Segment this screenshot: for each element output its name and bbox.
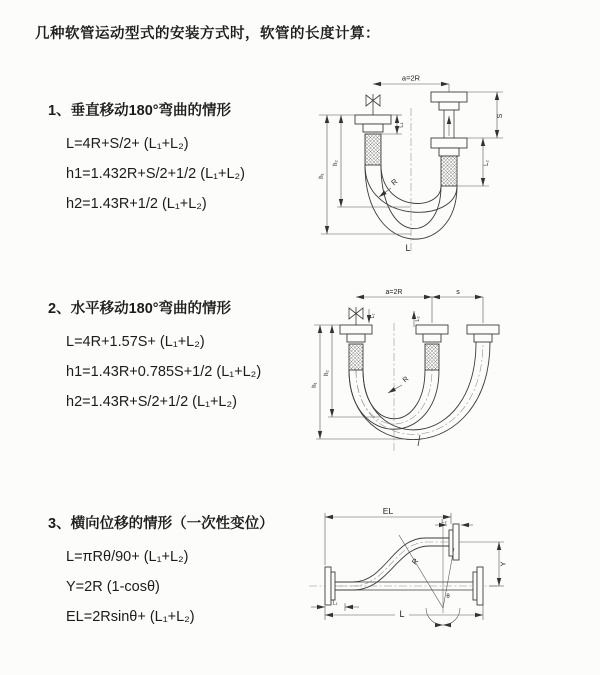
formula-line: h2=1.43R+S/2+1/2 (L₁+L₂) [66,394,237,410]
right-flange-original [431,138,467,156]
dim-label-l: L [405,243,411,253]
formula-list [66,129,348,219]
dim-label-l: L [399,609,405,619]
dim-label-h1: h₁ [319,173,325,179]
formula-line: h2=1.43R+1/2 (L₁+L₂) [66,196,207,212]
dim-label-el: EL [382,506,394,516]
dimension-lines [311,513,504,620]
page-title: 几种软管运动型式的安装方式时，软管的长度计算： [35,26,380,42]
right-flange-moved [431,92,467,110]
dim-label-h1: h₁ [312,382,318,388]
section-vertical-bend [48,103,348,219]
formula-line: Y=2R (1-cosθ) [66,579,160,595]
valve-icon [366,94,380,115]
dim-label-s: S [497,113,504,119]
braid-section [425,344,439,370]
dim-label-a2r: a=2R [401,73,421,83]
angle-label: θ [446,594,450,600]
valve-icon [349,307,363,325]
dim-label-l1: L₁ [370,313,376,319]
dim-label-a2r: a=2R [385,289,403,296]
formula-line: L=πRθ/90+ (L₁+L₂) [66,549,189,565]
right-flange-original [473,567,483,605]
dim-label-l2: L₂ [484,160,490,166]
dim-label-l2: L₂ [415,316,421,322]
section-horizontal-bend [48,301,348,417]
dim-label-l1: L₁ [332,600,338,607]
dim-label-h2: h₂ [333,160,339,166]
section-heading: 2、水平移动180°弯曲的情形 [48,301,232,317]
formula-line: EL=2Rsinθ+ (L₁+L₂) [66,609,195,625]
braid-section [365,134,381,165]
dim-label-shift: s [456,289,460,296]
middle-flange-original [416,325,448,342]
diagram-vertical-180-bend [311,64,583,260]
left-flange [355,115,391,132]
radius-label: R [401,375,411,385]
section-heading: 1、垂直移动180°弯曲的情形 [48,103,232,119]
diagram-lateral-displacement [301,503,519,635]
right-flange-moved [467,325,499,342]
diagram-horizontal-180-bend [306,281,594,465]
left-flange [325,567,335,605]
dim-label-y: Y [498,561,508,567]
braid-section [349,344,363,370]
formula-line: h1=1.43R+0.785S+1/2 (L₁+L₂) [66,364,262,380]
hose-u-bend [349,342,490,440]
left-flange [340,325,372,342]
dim-label-h2: h₂ [324,370,330,376]
formula-line: L=4R+1.57S+ (L₁+L₂) [66,334,205,350]
formula-line: h1=1.432R+S/2+1/2 (L₁+L₂) [66,166,246,182]
dim-label-l1: L₁ [398,122,405,128]
dim-label-l2: L₂ [441,519,447,525]
radius-label: R [389,176,400,188]
dimension-lines [314,297,483,439]
formula-line: L=4R+S/2+ (L₁+L₂) [66,136,189,152]
top-right-flange-displaced [449,524,459,560]
radius-label: R [409,556,421,567]
braid-section [441,156,457,186]
section-heading: 3、横向位移的情形（一次性变位） [48,516,274,532]
bottom-tick [418,435,420,446]
